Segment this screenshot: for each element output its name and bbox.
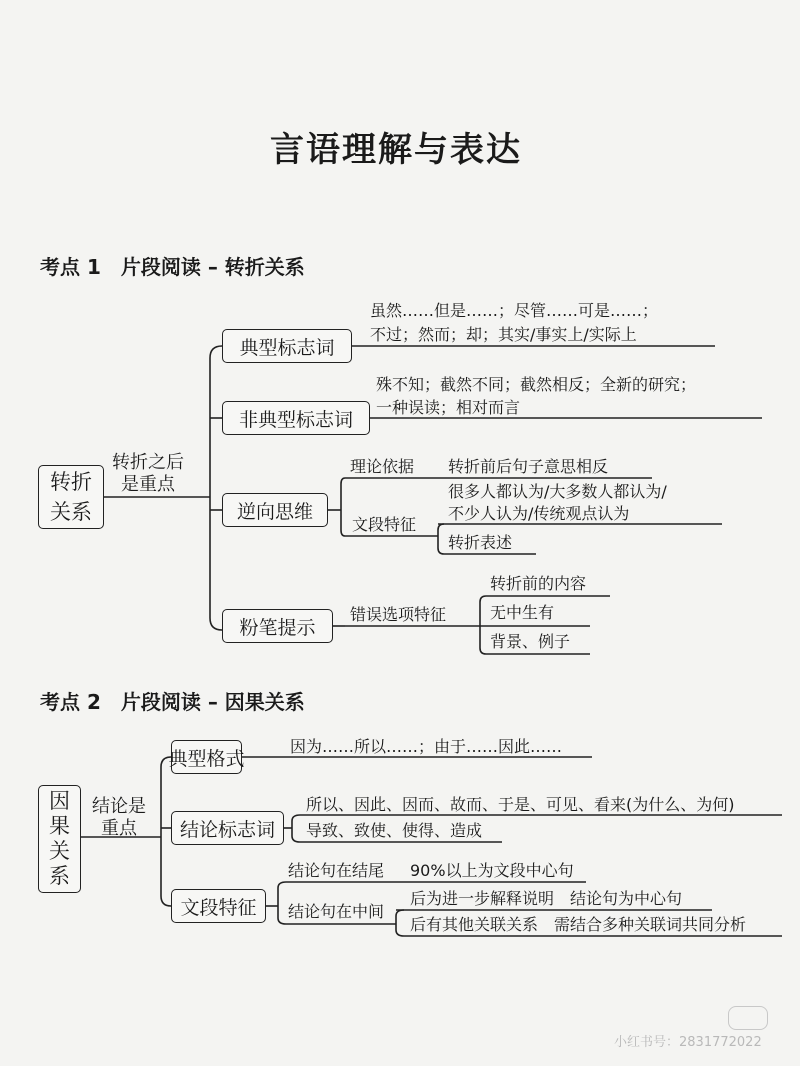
watermark-logo bbox=[728, 1006, 768, 1030]
wrong-option-label: 错误选项特征 bbox=[350, 605, 447, 624]
typical-markers-line-2: 不过；然而；却；其实/事实上/实际上 bbox=[370, 325, 637, 344]
conclusion-middle-item-1: 后为进一步解释说明 结论句为中心句 bbox=[410, 889, 683, 908]
theory-basis-label: 理论依据 bbox=[350, 457, 415, 476]
edge-label-1-line-2: 是重点 bbox=[121, 474, 175, 495]
causal-root-2: 果 bbox=[49, 814, 70, 838]
conclusion-middle-item-2: 后有其他关联关系 需结合多种关联词共同分析 bbox=[410, 915, 747, 934]
root-node-causal bbox=[38, 785, 81, 893]
causal-root-3: 关 bbox=[49, 839, 70, 863]
node-chalk-tips: 粉笔提示 bbox=[222, 609, 333, 643]
page-title: 言语理解与表达 bbox=[270, 130, 522, 170]
passage-feature-line-2: 不少人认为/传统观点认为 bbox=[448, 504, 630, 523]
watermark-text: 小红书号：2831772022 bbox=[614, 1035, 762, 1050]
conclusion-end-text: 90%以上为文段中心句 bbox=[410, 861, 574, 880]
root-line-2: 关系 bbox=[50, 500, 92, 524]
conclusion-markers-line-1: 所以、因此、因而、故而、于是、可见、看来(为什么、为何) bbox=[306, 795, 735, 814]
section2-heading: 考点 2 片段阅读 – 因果关系 bbox=[40, 690, 305, 714]
edge-label-2-line-1: 结论是 bbox=[92, 796, 146, 817]
chalk-item-3: 背景、例子 bbox=[490, 632, 571, 651]
conclusion-end-label: 结论句在结尾 bbox=[288, 861, 385, 880]
node-typical-format: 典型格式 bbox=[171, 740, 242, 774]
edge-label-1-line-1: 转折之后 bbox=[112, 452, 184, 473]
section1-heading: 考点 1 片段阅读 – 转折关系 bbox=[40, 255, 305, 279]
passage-feature-label: 文段特征 bbox=[352, 515, 417, 534]
passage-feature-extra: 转折表述 bbox=[448, 533, 513, 552]
theory-basis-text: 转折前后句子意思相反 bbox=[448, 457, 609, 476]
edge-label-1 bbox=[112, 452, 184, 496]
causal-root-1: 因 bbox=[49, 789, 70, 813]
atypical-markers-line-1: 殊不知；截然不同；截然相反；全新的研究； bbox=[376, 375, 697, 394]
node-passage-feature: 文段特征 bbox=[171, 889, 266, 923]
node-reverse-thinking: 逆向思维 bbox=[222, 493, 328, 527]
edge-label-2-line-2: 重点 bbox=[101, 818, 137, 839]
chalk-item-2: 无中生有 bbox=[490, 603, 555, 622]
typical-markers-line-1: 虽然……但是……；尽管……可是……； bbox=[370, 301, 659, 320]
conclusion-middle-label: 结论句在中间 bbox=[288, 902, 385, 921]
typical-format-text: 因为……所以……；由于……因此…… bbox=[290, 737, 563, 756]
root-node-transition bbox=[38, 465, 104, 529]
edge-label-2 bbox=[92, 796, 146, 840]
atypical-markers-line-2: 一种误读；相对而言 bbox=[376, 398, 521, 417]
node-atypical-markers: 非典型标志词 bbox=[222, 401, 370, 435]
chalk-item-1: 转折前的内容 bbox=[490, 574, 587, 593]
conclusion-markers-line-2: 导致、致使、使得、造成 bbox=[306, 821, 483, 840]
root-line-1: 转折 bbox=[50, 470, 92, 494]
passage-feature-line-1: 很多人都认为/大多数人都认为/ bbox=[448, 482, 667, 501]
node-conclusion-markers: 结论标志词 bbox=[171, 811, 284, 845]
causal-root-4: 系 bbox=[49, 864, 70, 888]
node-typical-markers: 典型标志词 bbox=[222, 329, 352, 363]
